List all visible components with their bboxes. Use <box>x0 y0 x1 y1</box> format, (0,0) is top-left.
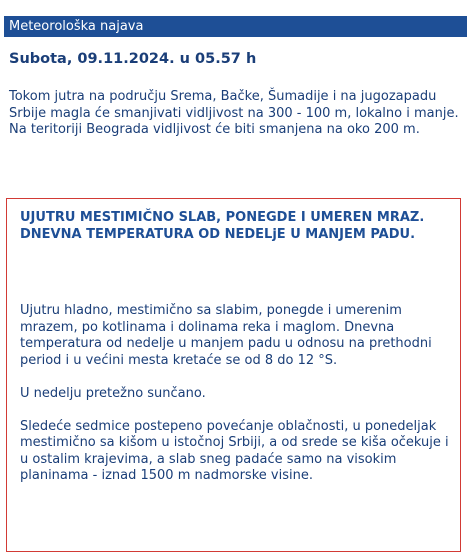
warning-paragraph: Sledeće sedmice postepeno povećanje oblačnosti, u ponedeljak mestimično sa kišom u istočnoj Srbiji, a od srede se kiša očekuje i u ostalim krajevima, a slab sneg padaće samo na visokim planinama - iznad 1500 m nadmorske visine. <box>20 418 449 483</box>
intro-line: Na teritoriji Beograda vidljivost će biti smanjena na oko 200 m. <box>9 122 420 137</box>
warning-title-line: DNEVNA TEMPERATURA OD NEDELjE U MANJEM PADU. <box>20 226 416 242</box>
forecast-intro <box>9 89 464 139</box>
section-header <box>4 16 467 37</box>
intro-line: Tokom jutra na području Srema, Bačke, Šumadije i na jugozapadu Srbije magla će smanjivati vidljivost na 300 - 100 m, lokalno i manje. <box>9 89 459 121</box>
warning-title-line: UJUTRU MESTIMIČNO SLAB, PONEGDE I UMEREN MRAZ. <box>20 210 425 225</box>
forecast-date: Subota, 09.11.2024. u 05.57 h <box>9 51 257 67</box>
warning-paragraph: Ujutru hladno, mestimično sa slabim, ponegde i umerenim mrazem, po kotlinama i dolinama reka i maglom. Dnevna temperatura od nedelje u manjem padu u odnosu na prethodni period i u većini mesta kretaće se od 8 do 12 °S. <box>20 303 432 368</box>
warning-title <box>20 210 450 243</box>
warning-body <box>20 303 450 501</box>
section-title: Meteorološka najava <box>9 19 144 34</box>
warning-paragraph: U nedelju pretežno sunčano. <box>20 385 206 401</box>
warning-box <box>6 198 461 552</box>
